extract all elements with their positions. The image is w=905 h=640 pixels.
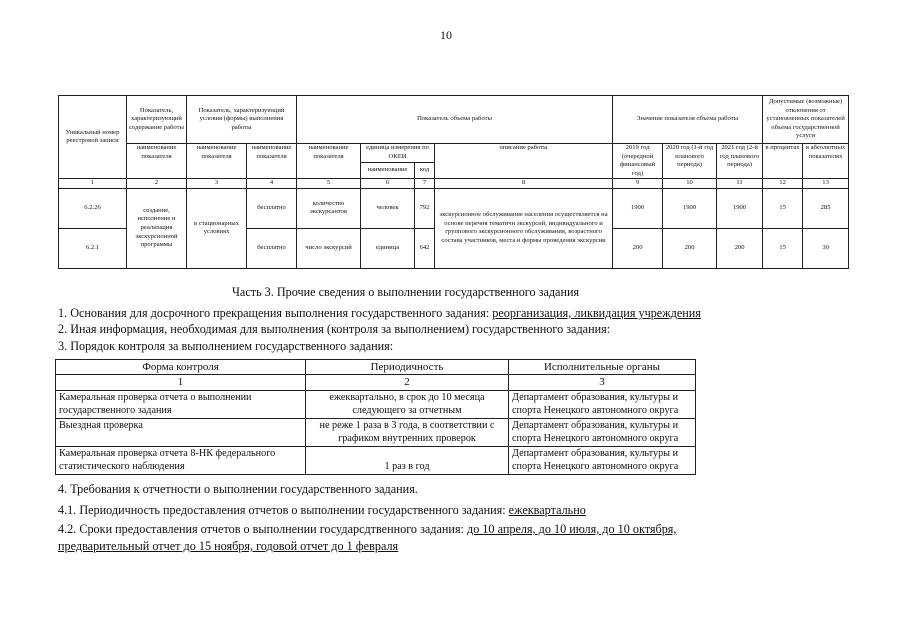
- control-form: Камеральная проверка отчета 8-НК федерального статистического наблюдения: [56, 446, 306, 474]
- report-deadlines: до 10 апреля, до 10 июля, до 10 октября,: [467, 522, 677, 536]
- column-number: 8: [435, 179, 613, 189]
- part-3-title: Часть 3. Прочие сведения о выполнении государственного задания: [232, 285, 580, 299]
- deviation-percent: 15: [763, 228, 803, 268]
- control-periodicity: не реже 1 раза в 3 года, в соответствии с графиком внутренних проверок: [306, 418, 509, 446]
- header-unique-number: Уникальный номер реестровой записи: [59, 96, 127, 179]
- paragraph-4: 4. Требования к отчетности о выполнении государственного задания.: [58, 482, 418, 496]
- header-executive-bodies: Исполнительные органы: [509, 360, 696, 375]
- registry-number: 6.2.1: [59, 228, 127, 268]
- volume-indicator-name: число экскурсий: [297, 228, 361, 268]
- unit-name: единица: [361, 228, 415, 268]
- header-work-description: описание работы: [435, 144, 613, 179]
- work-volume-table: [58, 95, 849, 269]
- header-content-indicator: Показатель, характеризующий содержание работы: [127, 96, 187, 144]
- table-row: [56, 390, 696, 418]
- deviation-absolute: 285: [803, 188, 849, 228]
- unit-name: человек: [361, 188, 415, 228]
- header-control-form: Форма контроля: [56, 360, 306, 375]
- column-number: 11: [717, 179, 763, 189]
- column-number: 5: [297, 179, 361, 189]
- work-content: создание, исполнение и реализация экскурсионной программы: [127, 188, 187, 268]
- header-conditions-name-2: наименование показателя: [247, 144, 297, 179]
- header-volume-name: наименование показателя: [297, 144, 361, 179]
- header-unit-name: наименование: [361, 162, 415, 179]
- executive-body: Департамент образования, культуры и спорта Ненецкого автономного округа: [509, 418, 696, 446]
- deviation-absolute: 30: [803, 228, 849, 268]
- column-number: 13: [803, 179, 849, 189]
- header-unit-code: код: [415, 162, 435, 179]
- deviation-percent: 15: [763, 188, 803, 228]
- control-periodicity: 1 раз в год: [306, 446, 509, 474]
- column-number: 12: [763, 179, 803, 189]
- table-row: [59, 188, 849, 228]
- control-table: [55, 359, 696, 475]
- unit-code: 792: [415, 188, 435, 228]
- header-unit-okei: единица измерения по ОКЕИ: [361, 144, 435, 163]
- paragraph-4-2-text: 4.2. Сроки предоставления отчетов о выполнении государсдтвенного задания:: [58, 522, 467, 536]
- column-number: 6: [361, 179, 415, 189]
- value-2021: 1900: [717, 188, 763, 228]
- header-content-name: наименование показателя: [127, 144, 187, 179]
- paragraph-4-1-text: 4.1. Периодичность предоставления отчетов о выполнении государственного задания:: [58, 503, 509, 517]
- table-row: [56, 446, 696, 474]
- column-number: 3: [187, 179, 247, 189]
- header-year-2020: 2020 год (1-й год планового периода): [663, 144, 717, 179]
- paragraph-2: 2. Иная информация, необходимая для выполнения (контроля за выполнением) государственного задания:: [58, 322, 611, 336]
- header-year-2019: 2019 год (очередной финансовый год): [613, 144, 663, 179]
- value-2019: 1900: [613, 188, 663, 228]
- column-number: 9: [613, 179, 663, 189]
- page-number: 10: [440, 28, 452, 42]
- paragraph-4-2-line-2: предварительный отчет до 15 ноября, годовой отчет до 1 февраля: [58, 539, 399, 553]
- paragraph-1-text: 1. Основания для досрочного прекращения выполнения государственного задания:: [58, 306, 493, 320]
- executive-body: Департамент образования, культуры и спорта Ненецкого автономного округа: [509, 390, 696, 418]
- value-2020: 1900: [663, 188, 717, 228]
- column-number: 10: [663, 179, 717, 189]
- column-number: 4: [247, 179, 297, 189]
- registry-number: 6.2.26: [59, 188, 127, 228]
- header-in-absolute: в абсолютных показателях: [803, 144, 849, 179]
- report-periodicity: ежеквартально: [508, 503, 586, 517]
- paragraph-4-2: [58, 522, 676, 537]
- header-conditions-indicator: Показатель, характеризующий условия (формы) выполнения работы: [187, 96, 297, 144]
- control-periodicity: ежеквартально, в срок до 10 месяца следующего за отчетным: [306, 390, 509, 418]
- control-form: Выездная проверка: [56, 418, 306, 446]
- header-year-2021: 2021 год (2-й год планового периода): [717, 144, 763, 179]
- executive-body: Департамент образования, культуры и спорта Ненецкого автономного округа: [509, 446, 696, 474]
- unit-code: 642: [415, 228, 435, 268]
- work-conditions: в стационарных условиях: [187, 188, 247, 268]
- payment-form: бесплатно: [247, 228, 297, 268]
- column-number: 3: [509, 375, 696, 390]
- paragraph-4-1: [58, 503, 586, 518]
- column-number: 2: [306, 375, 509, 390]
- header-volume-indicator: Показатель объема работы: [297, 96, 613, 144]
- header-volume-value: Значение показателя объема работы: [613, 96, 763, 144]
- paragraph-3: 3. Порядок контроля за выполнением государственного задания:: [58, 339, 394, 353]
- value-2020: 200: [663, 228, 717, 268]
- value-2019: 200: [613, 228, 663, 268]
- work-description: экскурсионное обслуживание населения осуществляется на основе перечня тематичн экскурсий, индивидуального и группового экскурсионного обслуживания, возрастного состава участников, места и формы проведения экскурсии: [435, 188, 613, 268]
- payment-form: бесплатно: [247, 188, 297, 228]
- column-number: 7: [415, 179, 435, 189]
- column-number: 2: [127, 179, 187, 189]
- header-periodicity: Периодичность: [306, 360, 509, 375]
- control-form: Камеральная проверка отчета о выполнении государственного задания: [56, 390, 306, 418]
- paragraph-1: [58, 306, 701, 321]
- column-number: 1: [56, 375, 306, 390]
- column-number: 1: [59, 179, 127, 189]
- value-2021: 200: [717, 228, 763, 268]
- termination-grounds: реорганизация, ликвидация учреждения: [492, 306, 701, 320]
- header-conditions-name-1: наименование показателя: [187, 144, 247, 179]
- header-deviation: Допустимые (возможные) отклонения от установленных показателей объема государственной услуги: [763, 96, 849, 144]
- header-in-percent: в процентах: [763, 144, 803, 179]
- table-row: [56, 418, 696, 446]
- volume-indicator-name: количество экскурсантов: [297, 188, 361, 228]
